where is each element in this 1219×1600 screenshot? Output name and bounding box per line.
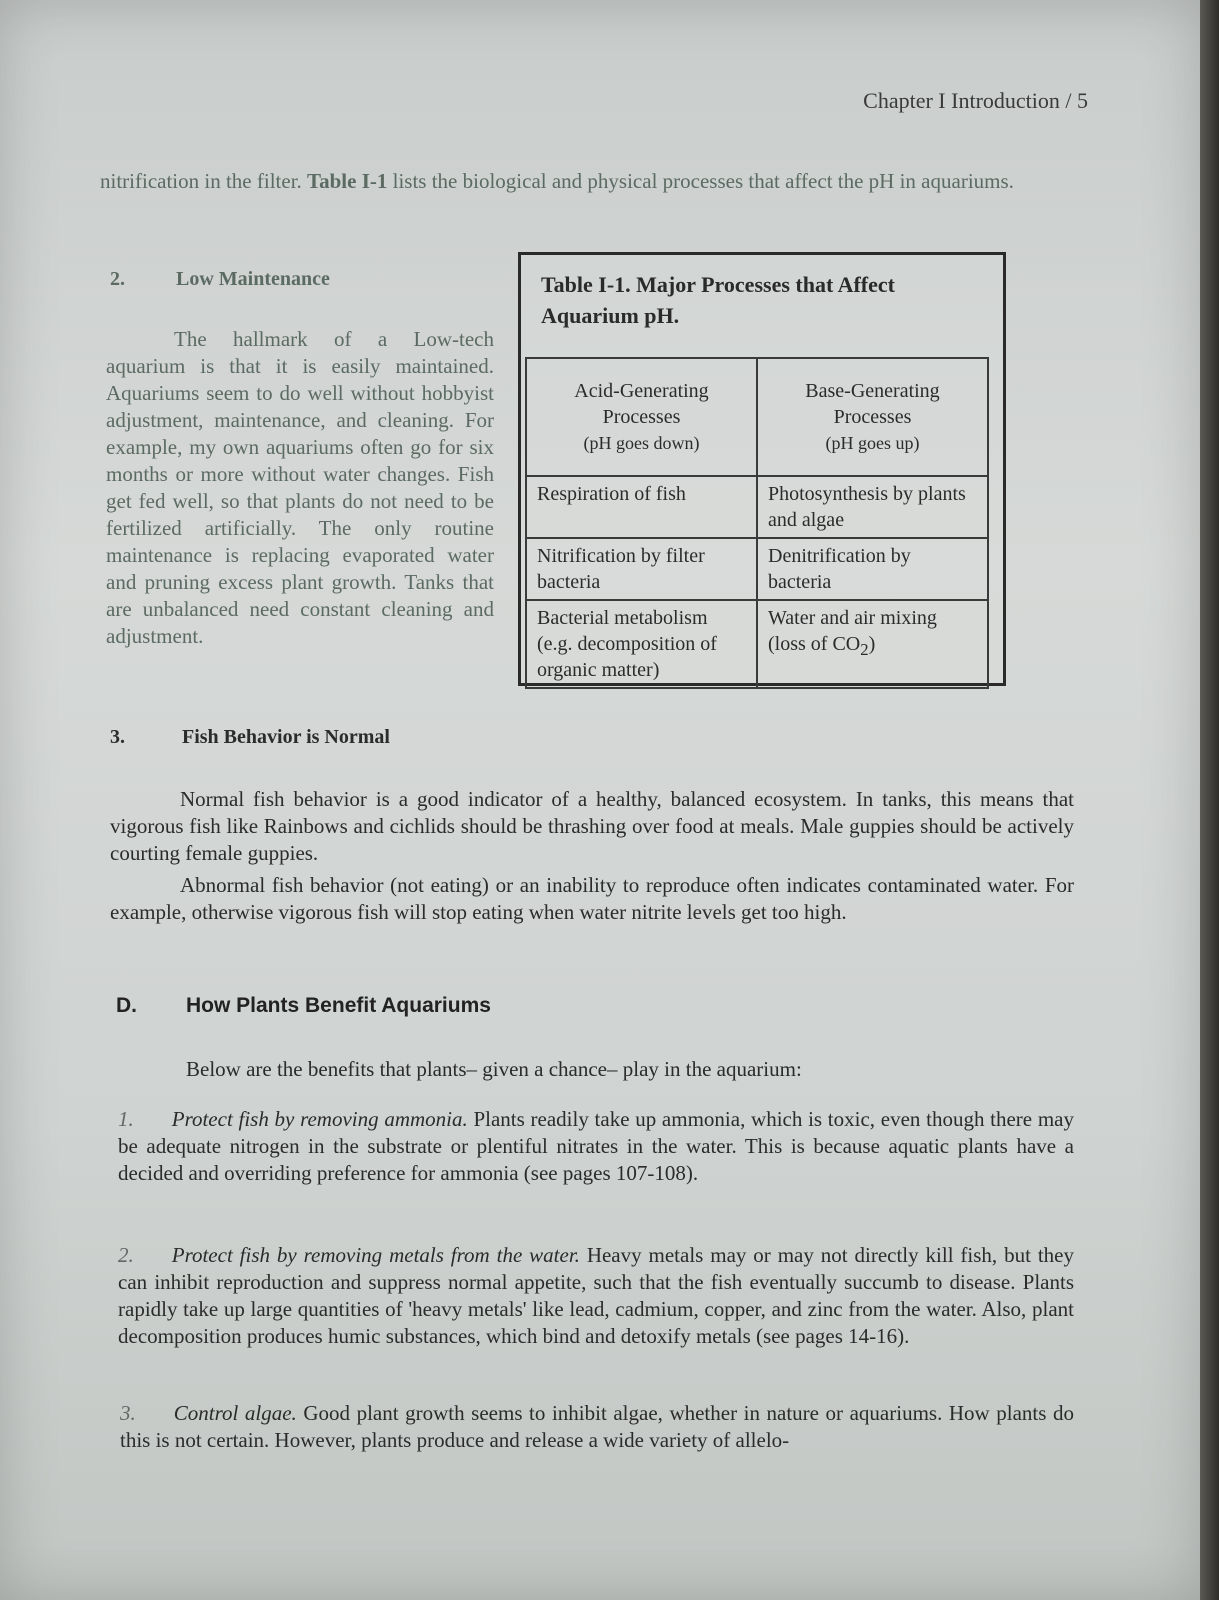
section-3-title: Fish Behavior is Normal xyxy=(182,726,390,748)
section-3-paragraph-1: Normal fish behavior is a good indicator of a healthy, balanced ecosystem. In tanks, this means that vigorous fish like Rainbows and cichlids should be thrashing over food at meals. Male guppies should be actively courting female guppies. xyxy=(110,787,1074,865)
acid-cell: Respiration of fish xyxy=(526,476,757,538)
co2-subscript: 2 xyxy=(860,640,869,659)
benefit-lead: Protect fish by removing ammonia. xyxy=(171,1107,468,1131)
section-d-intro: Below are the benefits that plants– given a chance– play in the aquarium: xyxy=(186,1057,802,1081)
base-header: Base-Generating Processes xyxy=(805,380,940,428)
table-row xyxy=(526,538,988,600)
acid-header-cell xyxy=(526,358,757,476)
benefit-number: 1. xyxy=(118,1107,134,1131)
base-header-cell xyxy=(757,358,988,476)
intro-paragraph xyxy=(100,168,1080,195)
table-i-1 xyxy=(518,252,1006,686)
benefit-text: Heavy metals may or may not directly kill fish, but they can inhibit reproduction and suppress normal appetite, such that the fish eventually succumb to disease. Plants rapidly take up large quantities of 'heavy metals' like lead, cadmium, copper, and zinc from the water. Also, plant decomposition produces humic substances, which bind and detoxify metals (see pages 14-16). xyxy=(118,1243,1074,1348)
table-row xyxy=(526,600,988,688)
benefit-item-2 xyxy=(118,1242,1074,1350)
section-2-title: Low Maintenance xyxy=(176,268,330,290)
base-header-sub: (pH goes up) xyxy=(825,433,920,453)
section-d-letter: D. xyxy=(116,994,137,1017)
benefit-lead: Control algae. xyxy=(173,1401,297,1425)
base-cell-text: Water and air mixing (loss of CO xyxy=(768,607,937,655)
benefit-text: Good plant growth seems to inhibit algae, whether in nature or aquariums. How plants do this is not certain. However, plants produce and release a wide variety of allelo- xyxy=(120,1401,1075,1452)
section-d-title: How Plants Benefit Aquariums xyxy=(186,994,491,1017)
section-2-number: 2. xyxy=(110,268,125,290)
table-header-row xyxy=(526,358,988,476)
benefit-text: Plants readily take up ammonia, which is toxic, even though there may be adequate nitrogen in the substrate or plentiful nitrates in the water. This is because aquatic plants have a decided and overriding preference for ammonia (see pages 107-108). xyxy=(118,1107,1074,1185)
benefit-item-1 xyxy=(118,1106,1074,1187)
acid-header: Acid-Generating Processes xyxy=(574,380,709,428)
base-cell: Denitrification by bacteria xyxy=(757,538,988,600)
base-cell xyxy=(757,600,988,688)
acid-header-sub: (pH goes down) xyxy=(583,433,700,453)
intro-text: nitrification in the filter. xyxy=(100,169,308,193)
table-title: Table I-1. Major Processes that Affect Aquarium pH. xyxy=(541,272,895,328)
benefit-lead: Protect fish by removing metals from the water. xyxy=(171,1243,580,1267)
benefit-item-3 xyxy=(120,1400,1074,1454)
processes-table xyxy=(525,357,989,689)
benefit-number: 2. xyxy=(118,1243,134,1267)
acid-cell: Nitrification by filter bacteria xyxy=(526,538,757,600)
section-3-paragraph-2: Abnormal fish behavior (not eating) or an inability to reproduce often indicates contaminated water. For example, otherwise vigorous fish will stop eating when water nitrite levels get too high. xyxy=(110,873,1074,924)
intro-table-ref: Table I-1 xyxy=(307,169,388,193)
section-3-number: 3. xyxy=(110,726,125,748)
acid-cell: Bacterial metabolism (e.g. decomposition of organic matter) xyxy=(526,600,757,688)
book-spine-shadow xyxy=(1200,0,1219,1600)
running-head: Chapter I Introduction / 5 xyxy=(863,88,1088,113)
intro-text-rest: lists the biological and physical processes that affect the pH in aquariums. xyxy=(387,169,1014,193)
base-cell-close: ) xyxy=(868,633,876,655)
section-2-body: The hallmark of a Low-tech aquarium is that it is easily maintained. Aquariums seem to do well without hobbyist adjustment, maintenance, and cleaning. For example, my own aquariums often go for six months or more without water changes. Fish get fed well, so that plants do not need to be fertilized artificially. The only routine maintenance is replacing evaporated water and pruning excess plant growth. Tanks that are unbalanced need constant cleaning and adjustment. xyxy=(106,327,494,648)
base-cell: Photosynthesis by plants and algae xyxy=(757,476,988,538)
table-row xyxy=(526,476,988,538)
benefit-number: 3. xyxy=(120,1401,136,1425)
